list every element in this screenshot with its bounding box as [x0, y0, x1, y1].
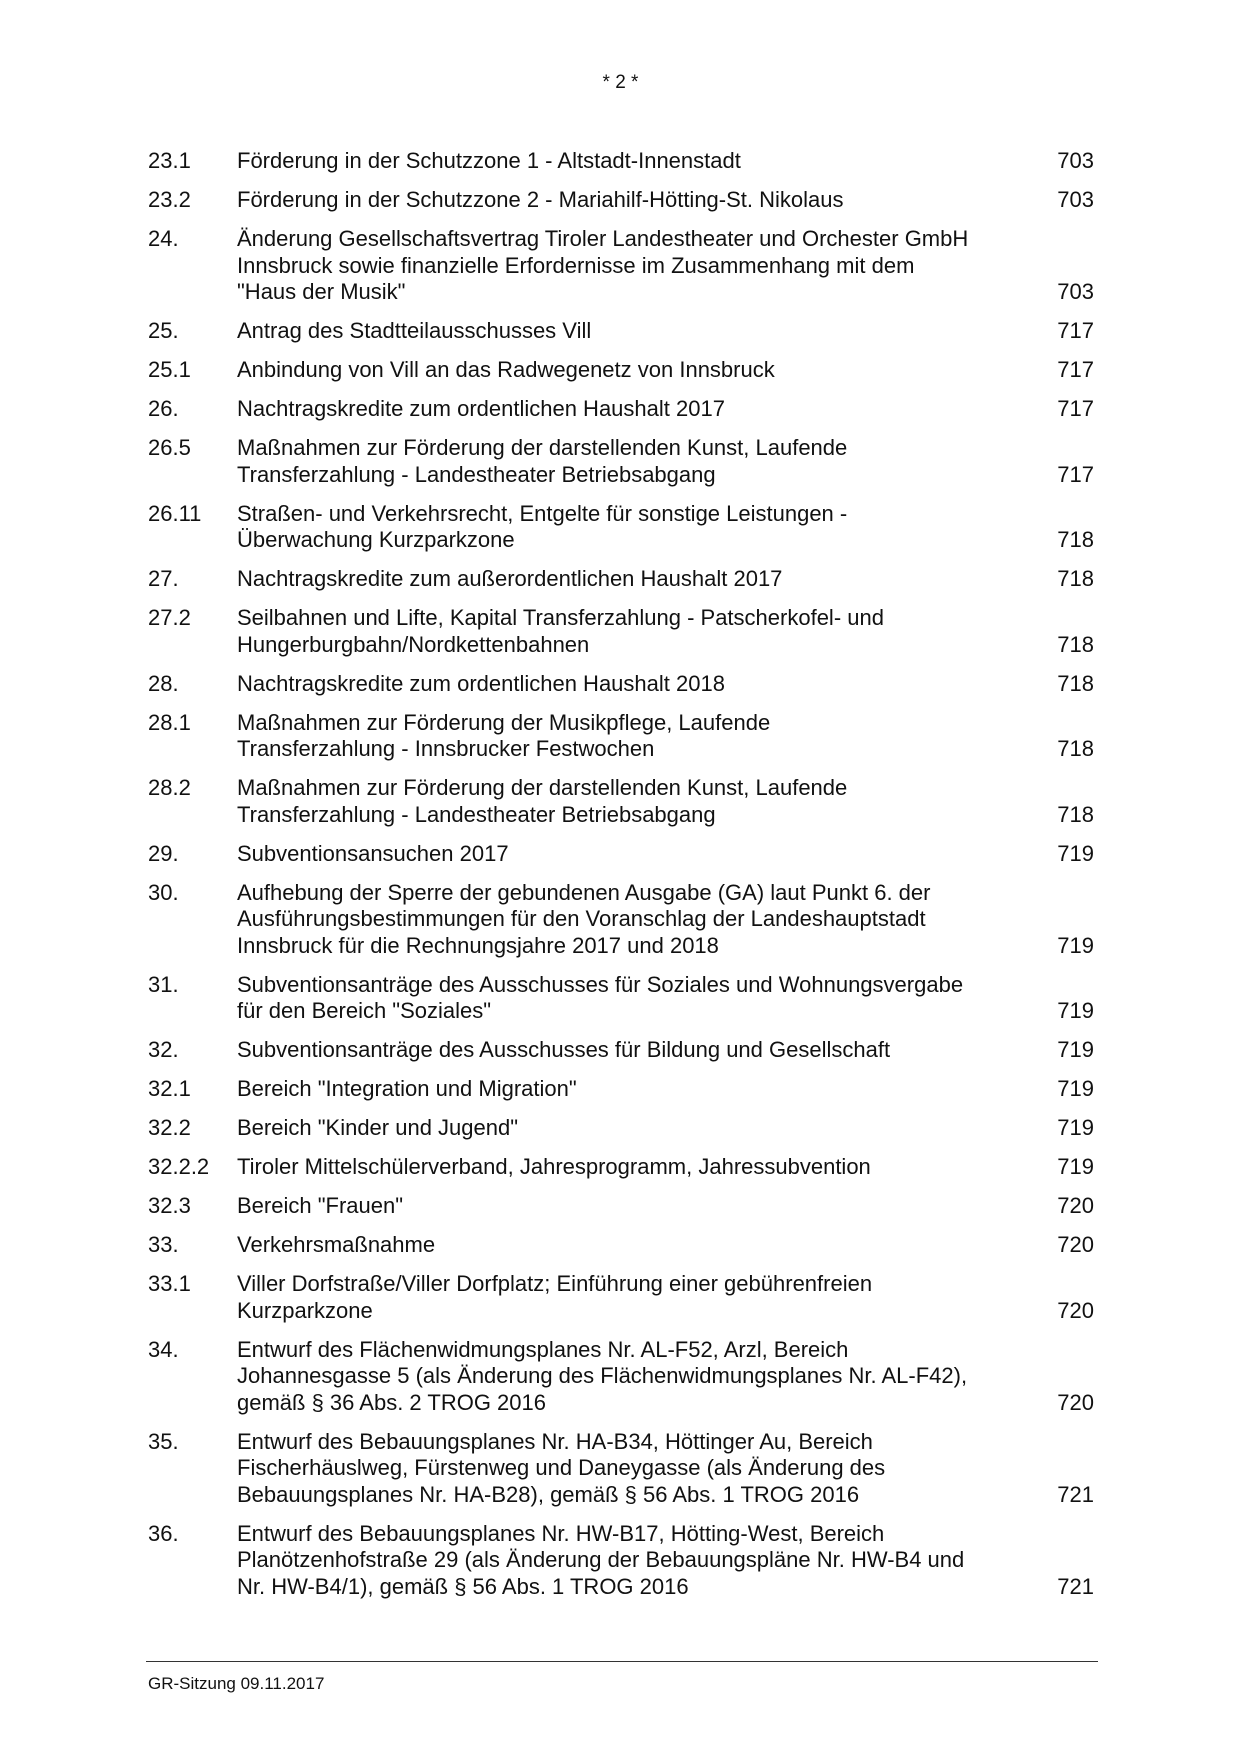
toc-entry-page: 717 [1057, 318, 1094, 343]
toc-entry-page: 703 [1057, 148, 1094, 173]
toc-entry-number: 32.1 [148, 1076, 191, 1101]
toc-entry-number: 23.1 [148, 148, 191, 173]
toc-entry-title: Nachtragskredite zum ordentlichen Haushalt 2017 [237, 396, 725, 421]
footer-divider [146, 1661, 1098, 1662]
toc-entry [148, 435, 1098, 488]
toc-entry-title: Subventionsanträge des Ausschusses für Bildung und Gesellschaft [237, 1037, 891, 1062]
toc-entry-number: 25. [148, 318, 179, 343]
toc-entry-page: 721 [1057, 1573, 1094, 1599]
toc-entry-title: Maßnahmen zur Förderung der darstellenden Kunst, Laufende Transferzahlung - Landestheater Betriebsabgang [237, 435, 848, 487]
toc-entry-title: Anbindung von Vill an das Radwegenetz von Innsbruck [237, 357, 775, 382]
toc-entry-title: Nachtragskredite zum außerordentlichen Haushalt 2017 [237, 566, 783, 591]
toc-entry [148, 671, 1098, 698]
toc-entry-number: 32.2.2 [148, 1154, 210, 1179]
toc-entry [148, 1271, 1098, 1324]
toc-entry [148, 1232, 1098, 1259]
toc-entry-title: Entwurf des Bebauungsplanes Nr. HA-B34, Höttinger Au, Bereich Fischerhäuslweg, Fürstenweg und Daneygasse (als Änderung des Bebauungsplanes Nr. HA-B28), gemäß § 56 Abs. 1 TROG 2016 [237, 1428, 886, 1507]
toc-entry-page: 719 [1057, 840, 1094, 866]
toc-entry-page: 717 [1057, 357, 1094, 382]
toc-entry-page: 719 [1057, 1076, 1094, 1101]
table-of-contents [148, 148, 1098, 1613]
toc-entry [148, 501, 1098, 554]
toc-entry-page: 720 [1057, 1389, 1094, 1415]
toc-entry-number: 31. [148, 971, 179, 997]
toc-entry-page: 718 [1057, 566, 1094, 591]
toc-entry-number: 29. [148, 840, 179, 866]
toc-entry [148, 1193, 1098, 1220]
toc-entry-number: 28. [148, 670, 179, 696]
toc-entry-number: 30. [148, 879, 179, 905]
toc-entry-title: Aufhebung der Sperre der gebundenen Ausgabe (GA) laut Punkt 6. der Ausführungsbestimmungen für den Voranschlag der Landeshauptstadt Innsbruck für die Rechnungsjahre 2017 und 2018 [237, 879, 931, 958]
toc-entry-page: 718 [1057, 670, 1094, 696]
toc-entry [148, 1429, 1098, 1509]
toc-entry [148, 357, 1098, 384]
toc-entry-number: 26.11 [148, 500, 202, 526]
toc-entry [148, 880, 1098, 960]
toc-entry [148, 775, 1098, 828]
toc-entry-number: 28.1 [148, 709, 191, 735]
toc-entry-page: 718 [1057, 801, 1094, 827]
toc-entry-page: 718 [1057, 631, 1094, 657]
toc-entry [148, 1521, 1098, 1601]
toc-entry-page: 720 [1057, 1297, 1094, 1323]
toc-entry-title: Seilbahnen und Lifte, Kapital Transferzahlung - Patscherkofel- und Hungerburgbahn/Nordkettenbahnen [237, 605, 884, 657]
toc-entry-page: 717 [1057, 461, 1094, 487]
toc-entry [148, 841, 1098, 868]
toc-entry-title: Entwurf des Bebauungsplanes Nr. HW-B17, Hötting-West, Bereich Planötzenhofstraße 29 (als Änderung der Bebauungspläne Nr. HW-B4 und Nr. HW-B4/1), gemäß § 56 Abs. 1 TROG 2016 [237, 1520, 965, 1599]
toc-entry-page: 719 [1057, 1037, 1094, 1062]
toc-entry-number: 32. [148, 1037, 179, 1062]
toc-entry-page: 718 [1057, 736, 1094, 761]
toc-entry-title: Maßnahmen zur Förderung der Musikpflege, Laufende Transferzahlung - Innsbrucker Festwochen [237, 709, 771, 761]
toc-entry-page: 721 [1057, 1481, 1094, 1507]
toc-entry-title: Nachtragskredite zum ordentlichen Haushalt 2018 [237, 670, 725, 696]
toc-entry-number: 32.2 [148, 1115, 191, 1140]
toc-entry [148, 1037, 1098, 1064]
toc-entry [148, 1337, 1098, 1417]
toc-entry [148, 396, 1098, 423]
toc-entry [148, 1115, 1098, 1142]
toc-entry-title: Viller Dorfstraße/Viller Dorfplatz; Einführung einer gebührenfreien Kurzparkzone [237, 1271, 873, 1323]
toc-entry [148, 226, 1098, 306]
toc-entry-title: Straßen- und Verkehrsrecht, Entgelte für sonstige Leistungen - Überwachung Kurzparkzone [237, 500, 848, 552]
toc-entry-number: 33. [148, 1232, 179, 1257]
toc-entry-title: Bereich "Frauen" [237, 1193, 404, 1218]
toc-entry [148, 318, 1098, 345]
toc-entry-number: 34. [148, 1336, 179, 1362]
toc-entry [148, 710, 1098, 763]
toc-entry [148, 187, 1098, 214]
toc-entry-title: Förderung in der Schutzzone 2 - Mariahilf-Hötting-St. Nikolaus [237, 187, 844, 212]
toc-entry-title: Bereich "Integration und Migration" [237, 1076, 577, 1101]
toc-entry-title: Förderung in der Schutzzone 1 - Altstadt-Innenstadt [237, 148, 741, 173]
toc-entry-page: 720 [1057, 1193, 1094, 1218]
toc-entry-number: 24. [148, 226, 179, 251]
toc-entry [148, 566, 1098, 593]
toc-entry-page: 719 [1057, 1154, 1094, 1179]
toc-entry-title: Änderung Gesellschaftsvertrag Tiroler Landestheater und Orchester GmbH Innsbruck sowie finanzielle Erfordernisse im Zusammenhang mit dem "Haus der Musik" [237, 226, 969, 304]
toc-entry-page: 719 [1057, 1115, 1094, 1140]
toc-entry-title: Verkehrsmaßnahme [237, 1232, 436, 1257]
toc-entry-title: Entwurf des Flächenwidmungsplanes Nr. AL-F52, Arzl, Bereich Johannesgasse 5 (als Änderung des Flächenwidmungsplanes Nr. AL-F42), gemäß § 36 Abs. 2 TROG 2016 [237, 1336, 968, 1415]
toc-entry-number: 25.1 [148, 357, 191, 382]
toc-entry-number: 26. [148, 396, 179, 421]
page-number: * 2 * [602, 72, 639, 93]
toc-entry-page: 717 [1057, 396, 1094, 421]
toc-entry-page: 719 [1057, 932, 1094, 958]
toc-entry-title: Bereich "Kinder und Jugend" [237, 1115, 519, 1140]
toc-entry [148, 1154, 1098, 1181]
toc-entry-number: 28.2 [148, 775, 191, 800]
toc-entry-number: 23.2 [148, 187, 191, 212]
footer-text: GR-Sitzung 09.11.2017 [148, 1674, 325, 1693]
toc-entry-title: Antrag des Stadtteilausschusses Vill [237, 318, 592, 343]
toc-entry-title: Tiroler Mittelschülerverband, Jahresprogramm, Jahressubvention [237, 1154, 871, 1179]
toc-entry [148, 148, 1098, 175]
toc-entry [148, 1076, 1098, 1103]
toc-entry-page: 718 [1057, 527, 1094, 552]
toc-entry-page: 703 [1057, 187, 1094, 212]
toc-entry-page: 719 [1057, 998, 1094, 1023]
toc-entry-number: 36. [148, 1520, 179, 1546]
toc-entry-title: Subventionsanträge des Ausschusses für Soziales und Wohnungsvergabe für den Bereich "Soziales" [237, 971, 964, 1023]
toc-entry-number: 35. [148, 1428, 179, 1454]
toc-entry-title: Subventionsansuchen 2017 [237, 840, 509, 866]
toc-entry-page: 703 [1057, 279, 1094, 304]
toc-entry-number: 32.3 [148, 1193, 191, 1218]
toc-entry [148, 605, 1098, 658]
toc-entry-title: Maßnahmen zur Förderung der darstellenden Kunst, Laufende Transferzahlung - Landestheater Betriebsabgang [237, 775, 848, 827]
toc-entry [148, 972, 1098, 1025]
toc-entry-number: 33.1 [148, 1271, 191, 1296]
toc-entry-number: 27. [148, 566, 179, 591]
toc-entry-number: 27.2 [148, 605, 191, 630]
toc-entry-number: 26.5 [148, 435, 191, 460]
toc-entry-page: 720 [1057, 1232, 1094, 1257]
